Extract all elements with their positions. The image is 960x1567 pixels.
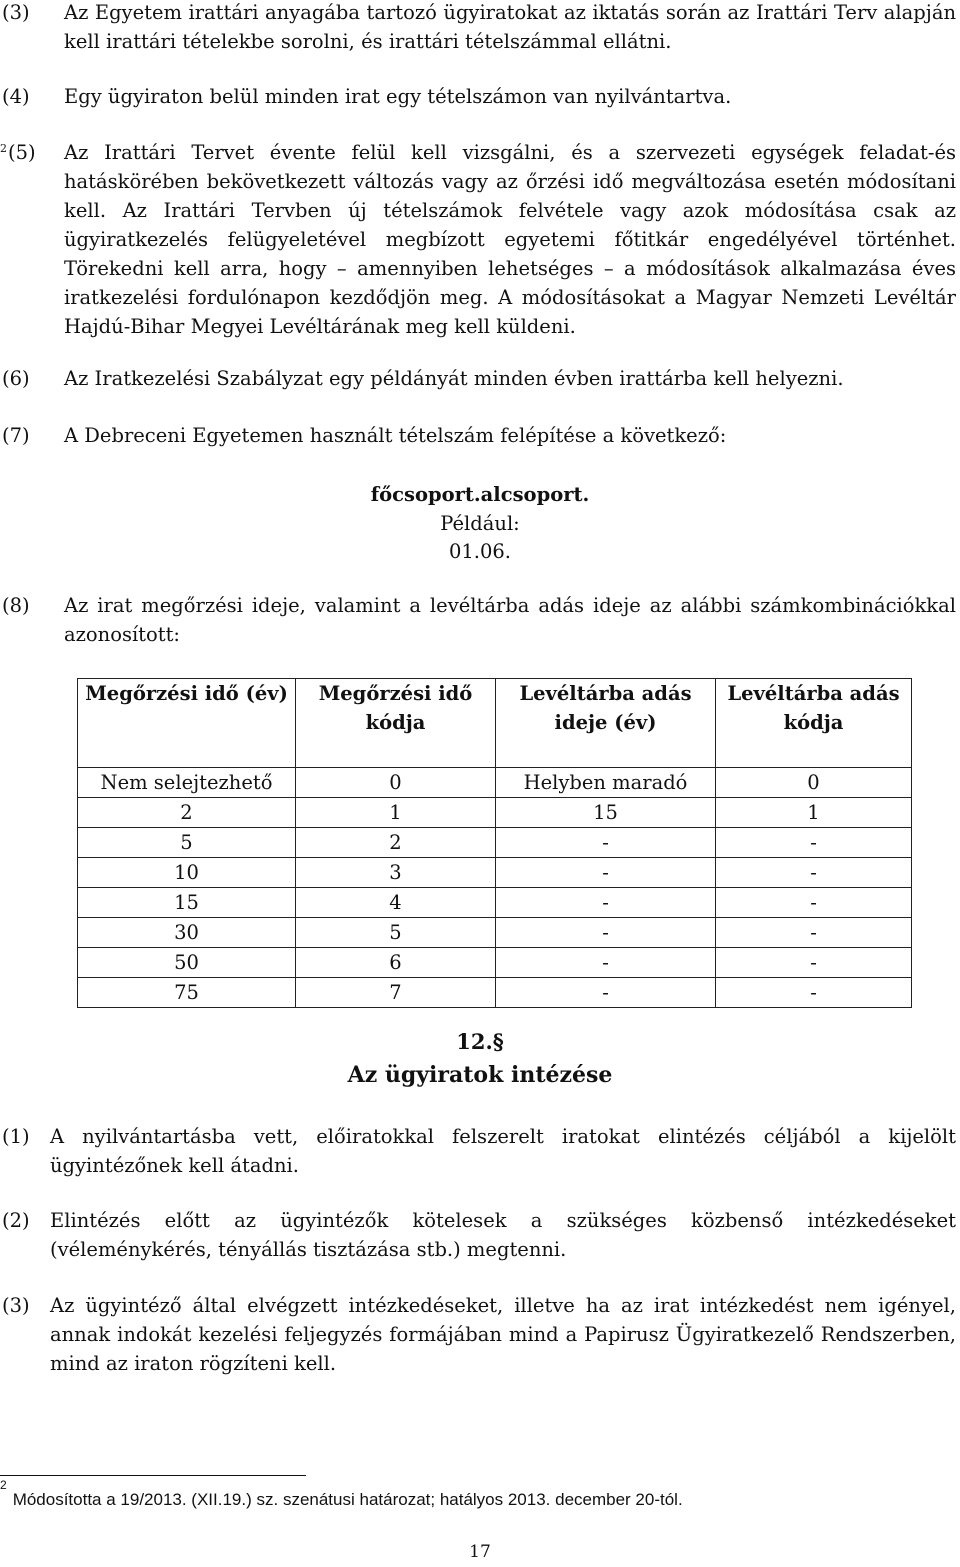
page-number: 17 (469, 1542, 491, 1562)
table-cell: Nem selejtezhető (78, 768, 296, 798)
table-cell: Helyben maradó (496, 768, 716, 798)
table-cell: 7 (296, 978, 496, 1008)
table-cell: - (716, 858, 912, 888)
table-cell: - (716, 978, 912, 1008)
retention-table (77, 678, 912, 1008)
table-cell: 0 (716, 768, 912, 798)
table-row (78, 828, 912, 858)
table-cell: - (496, 828, 716, 858)
paragraph-text: Az Egyetem irattári anyagába tartozó ügyiratokat az iktatás során az Irattári Terv alapján kell irattári tételekbe sorolni, és irattári tételszámmal ellátni. (64, 1, 956, 53)
table-header-row (78, 679, 912, 768)
table-cell: 50 (78, 948, 296, 978)
table-cell: 5 (296, 918, 496, 948)
footnote (0, 1478, 683, 1514)
table-cell: - (716, 948, 912, 978)
paragraph-number: (6) (2, 367, 30, 390)
paragraph-text: Az irat megőrzési ideje, valamint a levéltárba adás ideje az alábbi számkombinációkkal azonosított: (64, 594, 956, 646)
footnote-mark: 2 (0, 1478, 7, 1492)
table-cell: 5 (78, 828, 296, 858)
table-cell: 1 (716, 798, 912, 828)
paragraph-number: (5) (8, 141, 36, 164)
table-cell: 2 (296, 828, 496, 858)
section-number: 12.§ (456, 1029, 504, 1054)
table-row (78, 768, 912, 798)
table-cell: - (716, 828, 912, 858)
table-cell: - (496, 918, 716, 948)
paragraph-text: Az ügyintéző által elvégzett intézkedéseket, illetve ha az irat intézkedést nem igényel, annak indokát kezelési feljegyzés formájában mind a Papirusz Ügyiratkezelő Rendszerben, mind az iraton rögzíteni kell. (50, 1294, 956, 1375)
number-format-pattern: főcsoport.alcsoport. (370, 483, 590, 506)
table-cell: - (496, 888, 716, 918)
table-row (78, 888, 912, 918)
paragraph-number: (4) (2, 85, 30, 108)
table-cell: 1 (296, 798, 496, 828)
table-cell: - (496, 978, 716, 1008)
header-retention-code: Megőrzési idő kódja (296, 679, 496, 768)
table-row (78, 948, 912, 978)
table-cell: 0 (296, 768, 496, 798)
paragraph-text: A nyilvántartásba vett, előiratokkal felszerelt iratokat elintézés céljából a kijelölt ügyintézőnek kell átadni. (50, 1125, 956, 1177)
paragraph-number: (3) (2, 1294, 30, 1317)
table-cell: 10 (78, 858, 296, 888)
paragraph-text: Egy ügyiraton belül minden irat egy tételszámon van nyilvántartva. (64, 85, 732, 108)
header-archive-transfer-time: Levéltárba adás ideje (év) (496, 679, 716, 768)
paragraph-text: Az Irattári Tervet évente felül kell vizsgálni, és a szervezeti egységek feladat-és hatáskörében bekövetkezett változás vagy az őrzési idő megváltozása esetén módosítani kell. Az Irattári Tervben új tételszámok felvétele vagy azok módosítása csak az ügyiratkezelés felügyeletével megbízott egyetemi főtitkár engedélyével történhet. Törekedni kell arra, hogy – amennyiben lehetséges – a módosítások alkalmazása éves iratkezelési fordulónapon kezdődjön meg. A módosításokat a Magyar Nemzeti Levéltár Hajdú-Bihar Megyei Levéltárának meg kell küldeni. (64, 141, 956, 338)
footnote-reference: 2 (0, 141, 7, 155)
table-row (78, 858, 912, 888)
header-archive-transfer-code: Levéltárba adás kódja (716, 679, 912, 768)
paragraph-number: (7) (2, 424, 30, 447)
footnote-separator (0, 1475, 306, 1476)
paragraph-number: (3) (2, 1, 30, 24)
paragraph-text: Az Iratkezelési Szabályzat egy példányát minden évben irattárba kell helyezni. (64, 367, 844, 390)
table-cell: - (716, 888, 912, 918)
table-cell: 15 (496, 798, 716, 828)
paragraph-text: A Debreceni Egyetemen használt tételszám felépítése a következő: (64, 424, 727, 447)
footnote-text: Módosította a 19/2013. (XII.19.) sz. szenátusi határozat; hatályos 2013. december 20-tól. (12, 1490, 683, 1509)
example-value: 01.06. (448, 540, 512, 563)
table-cell: 3 (296, 858, 496, 888)
paragraph-number-with-footnote (0, 138, 36, 167)
table-cell: 30 (78, 918, 296, 948)
table-cell: - (716, 918, 912, 948)
example-label: Például: (440, 512, 520, 535)
table-cell: - (496, 948, 716, 978)
table-row (78, 978, 912, 1008)
table-cell: 75 (78, 978, 296, 1008)
table-cell: - (496, 858, 716, 888)
table-row (78, 918, 912, 948)
table-cell: 15 (78, 888, 296, 918)
table-row (78, 798, 912, 828)
header-retention-period: Megőrzési idő (év) (78, 679, 296, 768)
table-cell: 6 (296, 948, 496, 978)
table-cell: 2 (78, 798, 296, 828)
paragraph-number: (2) (2, 1209, 30, 1232)
paragraph-number: (1) (2, 1125, 30, 1148)
table-cell: 4 (296, 888, 496, 918)
paragraph-text: Elintézés előtt az ügyintézők kötelesek a szükséges közbenső intézkedéseket (véleménykérés, tényállás tisztázása stb.) megtenni. (50, 1209, 956, 1261)
paragraph-number: (8) (2, 594, 30, 617)
section-title: Az ügyiratok intézése (347, 1062, 613, 1088)
